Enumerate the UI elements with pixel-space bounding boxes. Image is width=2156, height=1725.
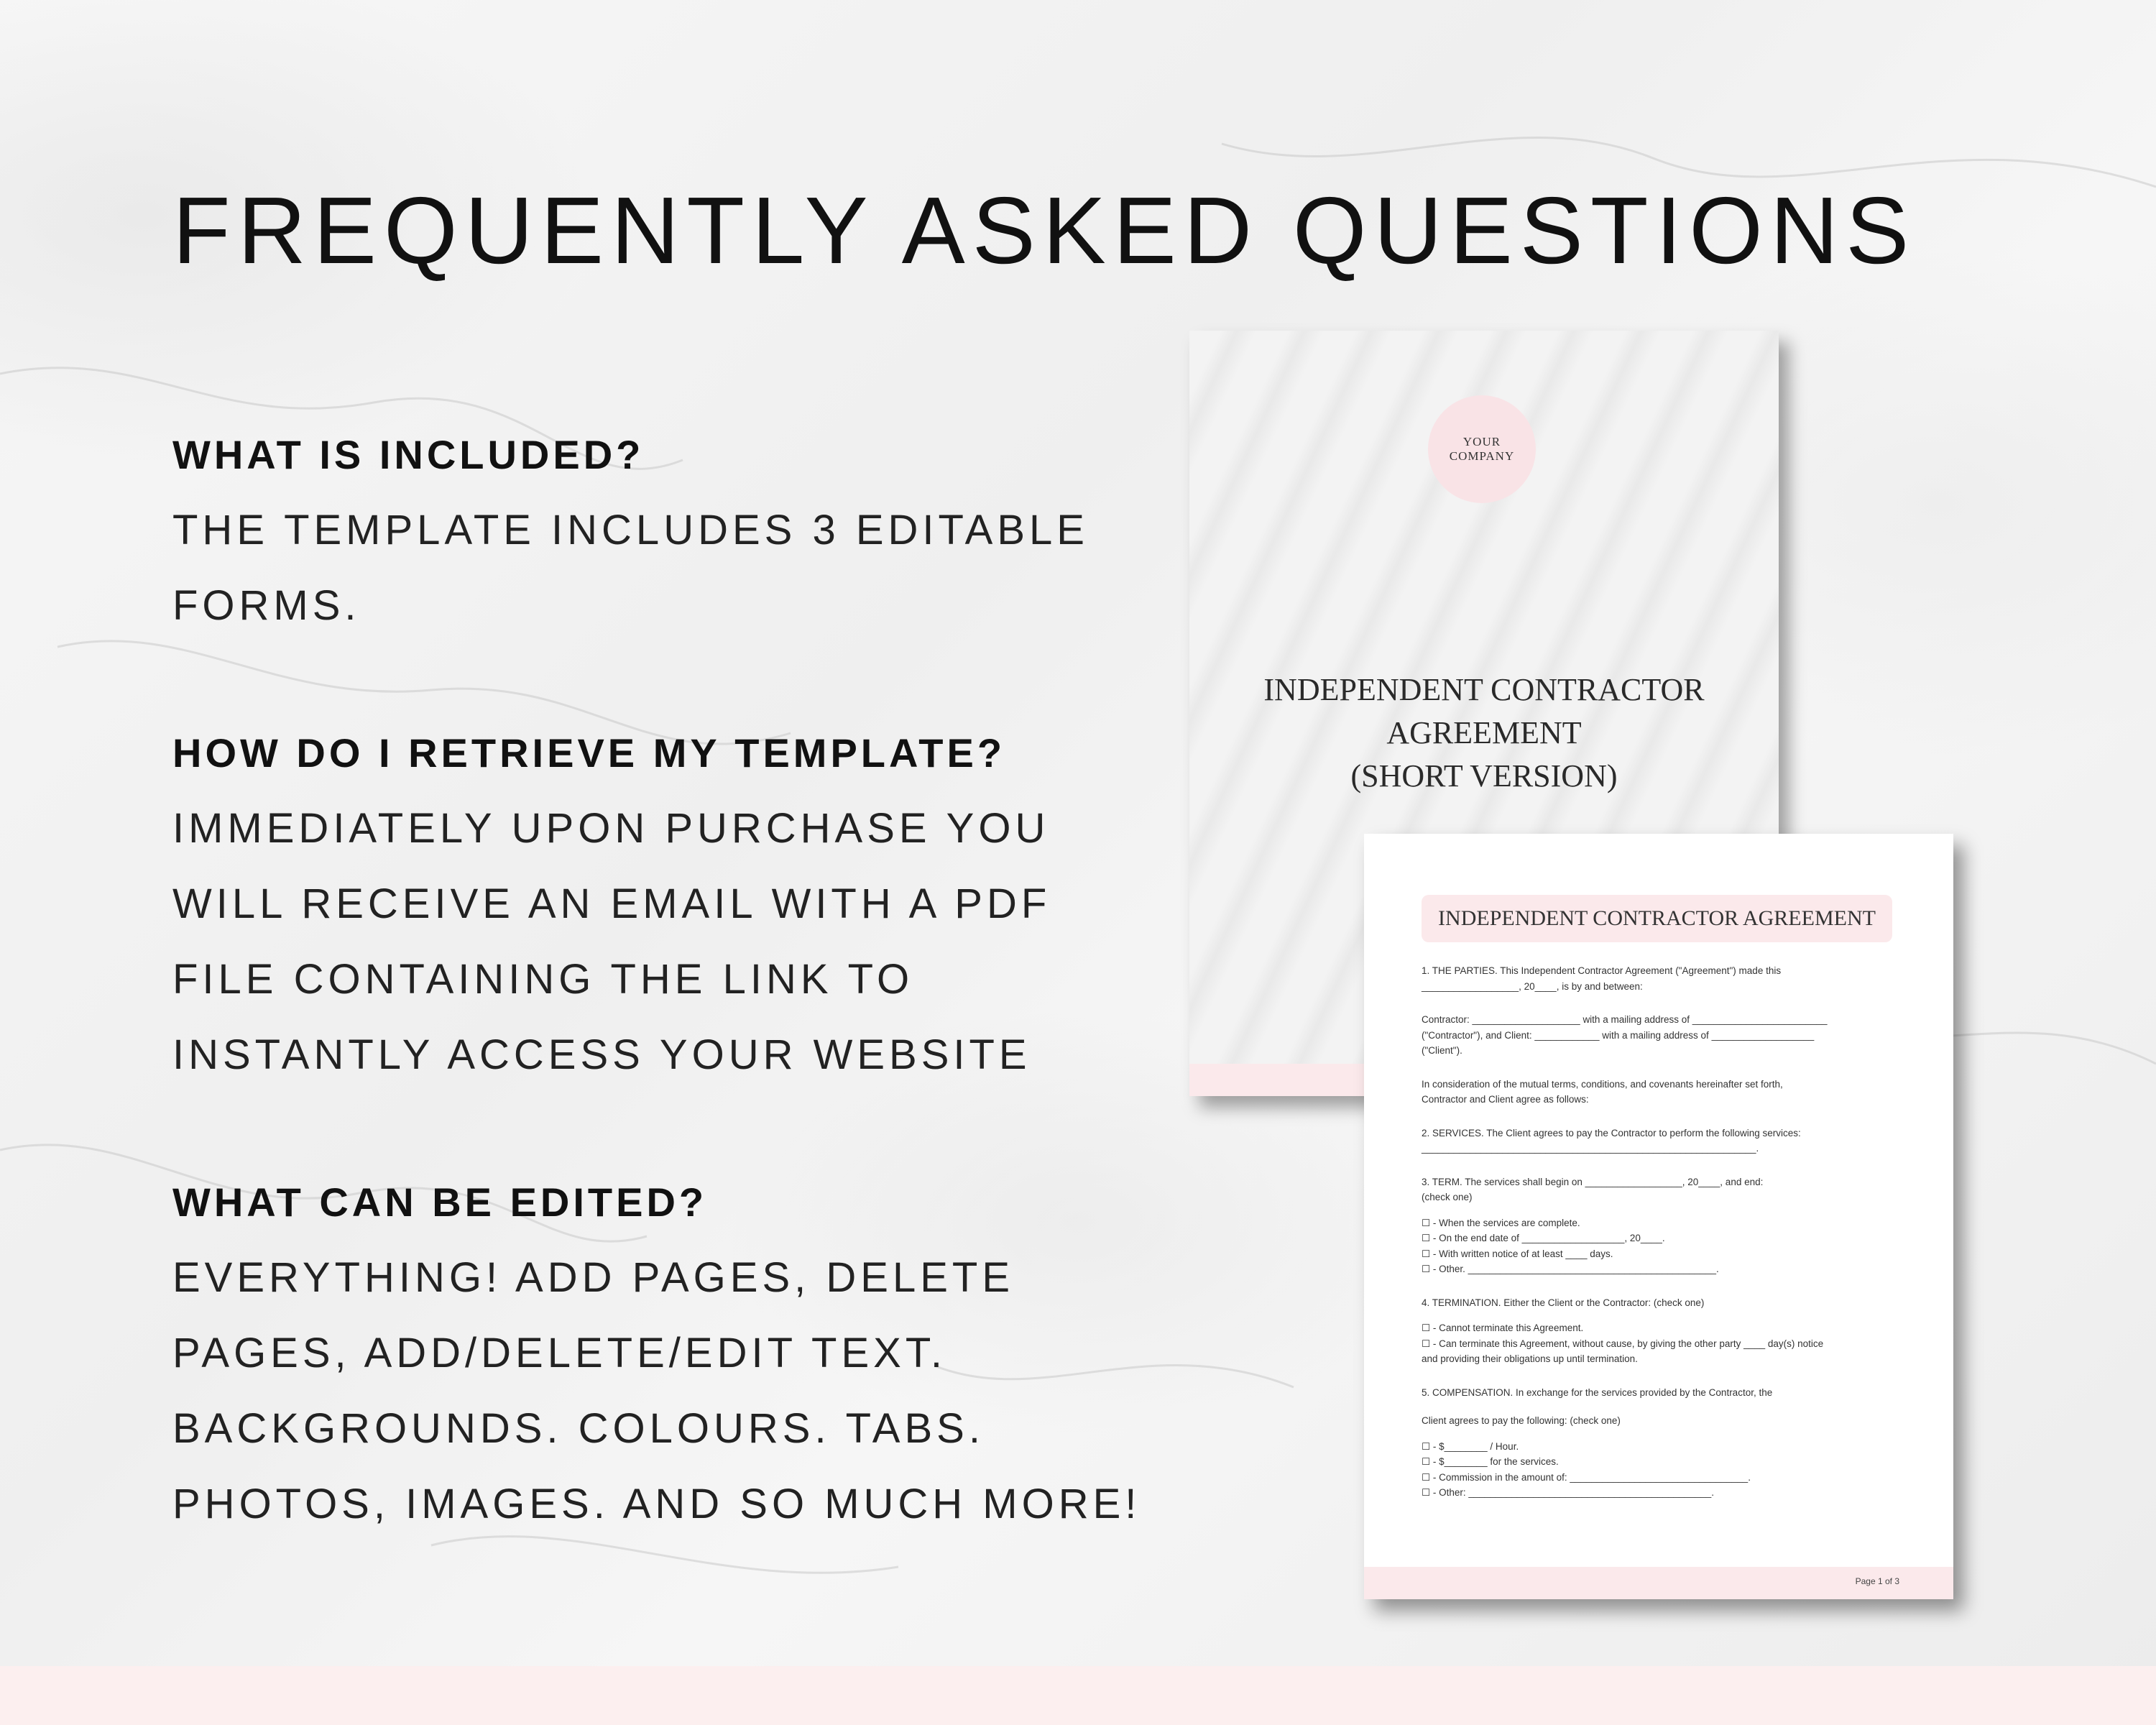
agreement-paragraph: ☐ - $________ / Hour. ☐ - $________ for the services. ☐ - Commission in the amount of: _________________________________. ☐ - Other: _____________________________________________. — [1422, 1440, 1751, 1498]
agreement-paragraph: ☐ - Cannot terminate this Agreement. ☐ - Can terminate this Agreement, without cause, by giving the other party ____ day(s) notice and providing their obligations up until termination. — [1422, 1322, 1824, 1364]
agreement-page-preview — [1364, 834, 1953, 1599]
faq-item-included — [172, 417, 1179, 643]
agreement-paragraph: 5. COMPENSATION. In exchange for the services provided by the Contractor, the — [1422, 1386, 1773, 1398]
agreement-footer-band — [1364, 1567, 1953, 1599]
faq-answer: EVERYTHING! ADD PAGES, DELETE PAGES, ADD/DELETE/EDIT TEXT. BACKGROUNDS. COLOURS. TABS. PHOTOS, IMAGES. AND SO MUCH MORE! — [172, 1254, 1141, 1527]
faq-answer: IMMEDIATELY UPON PURCHASE YOU WILL RECEIVE AN EMAIL WITH A PDF FILE CONTAINING THE LINK TO INSTANTLY ACCESS YOUR WEBSITE — [172, 805, 1051, 1078]
agreement-paragraph: 4. TERMINATION. Either the Client or the Contractor: (check one) — [1422, 1297, 1705, 1308]
logo-line: YOUR — [1462, 435, 1501, 448]
faq-item-retrieve — [172, 715, 1179, 1092]
agreement-body — [1422, 963, 1896, 1501]
faq-question: HOW DO I RETRIEVE MY TEMPLATE? — [172, 730, 1006, 776]
bottom-band — [0, 1666, 2156, 1725]
agreement-paragraph: 1. THE PARTIES. This Independent Contractor Agreement ("Agreement") made this __________________, 20____, is by and between: — [1422, 965, 1782, 992]
agreement-paragraph: In consideration of the mutual terms, conditions, and covenants hereinafter set forth, Contractor and Client agree as follows: — [1422, 1078, 1783, 1105]
agreement-paragraph: Contractor: ____________________ with a mailing address of _________________________ ("Contractor"), and Client: ____________ with a mailing address of ___________________ ("Client"). — [1422, 1014, 1828, 1056]
faq-answer: THE TEMPLATE INCLUDES 3 EDITABLE FORMS. — [172, 507, 1089, 629]
faq-item-edited — [172, 1164, 1179, 1542]
company-logo — [1428, 395, 1536, 503]
faq-question: WHAT CAN BE EDITED? — [172, 1179, 708, 1225]
page-title: FREQUENTLY ASKED QUESTIONS — [172, 178, 1917, 283]
faq-question: WHAT IS INCLUDED? — [172, 432, 645, 477]
agreement-paragraph: 2. SERVICES. The Client agrees to pay the Contractor to perform the following services: ______________________________________________________________. — [1422, 1127, 1801, 1154]
agreement-header: INDEPENDENT CONTRACTOR AGREEMENT — [1422, 895, 1892, 942]
agreement-paragraph: Client agrees to pay the following: (check one) — [1422, 1415, 1621, 1426]
page-number: Page 1 of 3 — [1855, 1576, 1899, 1586]
agreement-paragraph: ☐ - When the services are complete. ☐ - On the end date of ___________________, 20____. ☐ - With written notice of at least ____ days. ☐ - Other. ______________________________________________. — [1422, 1217, 1719, 1274]
cover-title: INDEPENDENT CONTRACTOR AGREEMENT (SHORT VERSION) — [1263, 672, 1705, 794]
agreement-paragraph: 3. TERM. The services shall begin on __________________, 20____, and end: (check one) — [1422, 1176, 1764, 1202]
logo-line: COMPANY — [1449, 449, 1515, 463]
